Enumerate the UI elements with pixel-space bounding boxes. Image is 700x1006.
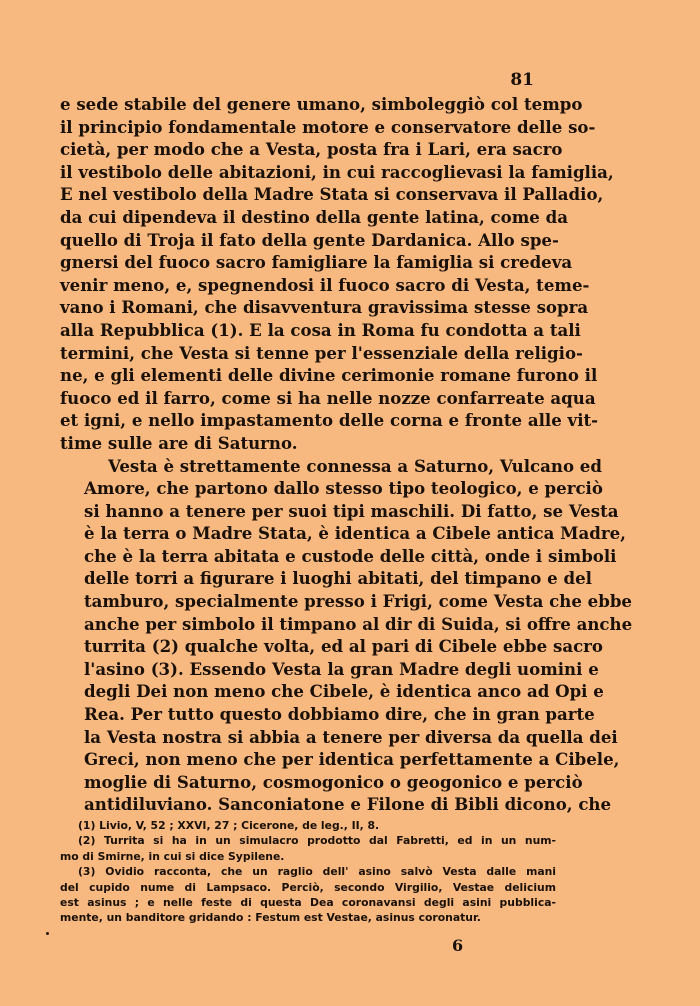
text-line: antidiluviano. Sanconiatone e Filone di Bibli dicono, che <box>84 794 612 815</box>
text-line: ne, e gli elementi delle divine cerimonie romane furono il <box>60 365 598 386</box>
text-line: quello di Troja il fato della gente Dardanica. Allo spe- <box>60 229 559 250</box>
text-line: termini, che Vesta si tenne per l'essenziale della religio- <box>60 342 583 363</box>
footnote-3 <box>60 864 556 926</box>
text-line: alla Repubblica (1). E la cosa in Roma fu condotta a tali <box>60 319 581 340</box>
footnote-line: (3) Ovidio racconta, che un raglio dell' asino salvò Vesta dalle mani <box>78 865 556 879</box>
footnote-line: mo di Smirne, in cui si dice Sypilene. <box>60 849 285 863</box>
footnote-1 <box>60 818 556 833</box>
text-line: fuoco ed il farro, come si ha nelle nozze confarreate aqua <box>60 387 596 408</box>
text-line: vano i Romani, che disavventura gravissima stesse sopra <box>60 297 589 318</box>
text-line: è la terra o Madre Stata, è identica a Cibele antica Madre, <box>84 523 626 544</box>
text-line: la Vesta nostra si abbia a tenere per diversa da quella dei <box>84 726 618 747</box>
printer-signature-mark: 6 <box>452 936 464 955</box>
body-text <box>60 93 633 816</box>
text-line: turrita (2) qualche volta, ed al pari di Cibele ebbe sacro <box>84 636 603 657</box>
text-line: delle torri a figurare i luoghi abitati, del timpano e del <box>84 568 592 589</box>
text-line: degli Dei non meno che Cibele, è identica anco ad Opi e <box>84 681 604 702</box>
text-line: e sede stabile del genere umano, simboleggiò col tempo <box>60 94 583 114</box>
footnotes <box>60 818 556 926</box>
text-line: anche per simbolo il timpano al dir di Suida, si offre anche <box>84 613 633 634</box>
paragraph-2 <box>60 455 633 817</box>
footnote-line: del cupido nume di Lampsaco. Perciò, secondo Virgilio, Vestae delicium <box>60 880 556 894</box>
text-line: tamburo, specialmente presso i Frigi, come Vesta che ebbe <box>84 591 632 612</box>
text-line: venir meno, e, spegnendosi il fuoco sacro di Vesta, teme- <box>60 274 590 295</box>
text-line: Greci, non meno che per identica perfettamente a Cibele, <box>84 749 620 770</box>
text-line: il principio fondamentale motore e conservatore delle so- <box>60 116 596 137</box>
text-line: Rea. Per tutto questo dobbiamo dire, che in gran parte <box>84 704 595 725</box>
ink-speck <box>46 932 49 935</box>
footnote-line: (2) Turrita si ha in un simulacro prodotto dal Fabretti, ed in un num- <box>78 834 556 848</box>
text-line: E nel vestibolo della Madre Stata si conservava il Palladio, <box>60 184 604 205</box>
text-line: che è la terra abitata e custode delle città, onde i simboli <box>84 545 617 566</box>
text-line: Amore, che partono dallo stesso tipo teologico, e perciò <box>84 478 603 499</box>
text-line: Vesta è strettamente connessa a Saturno, Vulcano ed <box>108 455 602 476</box>
footnote-line: (1) Livio, V, 52 ; XXVI, 27 ; Cicerone, de leg., II, 8. <box>78 819 380 832</box>
footnote-2 <box>60 833 556 864</box>
text-line: il vestibolo delle abitazioni, in cui raccoglievasi la famiglia, <box>60 161 614 182</box>
footnote-line: est asinus ; e nelle feste di questa Dea coronavansi degli asini pubblica- <box>60 896 556 910</box>
footnote-line: mente, un banditore gridando : Festum est Vestae, asinus coronatur. <box>60 911 481 925</box>
page-number: 81 <box>510 70 534 90</box>
text-line: da cui dipendeva il destino della gente latina, come da <box>60 206 568 227</box>
paragraph-1 <box>60 93 614 455</box>
text-line: l'asino (3). Essendo Vesta la gran Madre degli uomini e <box>84 658 599 679</box>
text-line: time sulle are di Saturno. <box>60 432 298 453</box>
text-line: et igni, e nello impastamento delle corna e fronte alle vit- <box>60 410 599 431</box>
text-line: si hanno a tenere per suoi tipi maschili. Di fatto, se Vesta <box>84 500 619 521</box>
text-line: cietà, per modo che a Vesta, posta fra i Lari, era sacro <box>60 139 563 160</box>
text-line: gnersi del fuoco sacro famigliare la famiglia si credeva <box>60 252 573 273</box>
text-line: moglie di Saturno, cosmogonico o geogonico e perciò <box>84 771 583 792</box>
